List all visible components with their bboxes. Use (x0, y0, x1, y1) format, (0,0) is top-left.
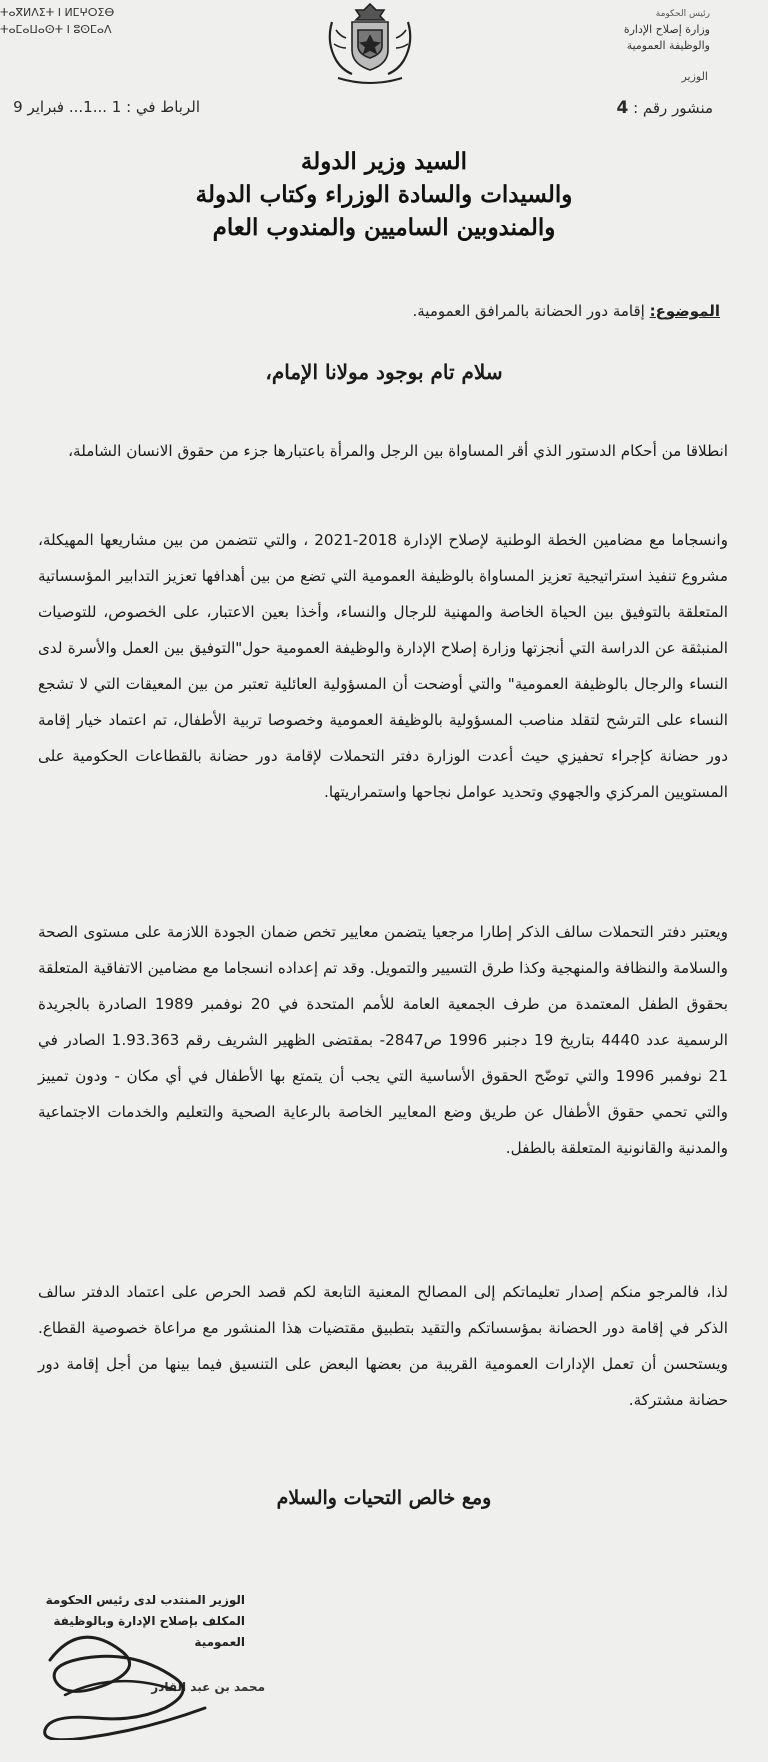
subject-label: الموضوع: (649, 302, 720, 320)
date-prefix: الرباط في : (126, 98, 200, 116)
tifinagh-line-2: ⵜⴰⵎⴰⵡⴰⵙⵜ ⵏ ⵓⵙⵎⴰⴷ (0, 23, 112, 36)
closing-greeting: ومع خالص التحيات والسلام (276, 1487, 492, 1509)
signature-line-1: الوزير المنتدب لدى رئيس الحكومة (45, 1593, 245, 1607)
subject-text: إقامة دور الحضانة بالمرافق العمومية. (412, 302, 645, 320)
ministry-small-label: رئيس الحكومة (655, 9, 710, 19)
salutation: سلام تام بوجود مولانا الإمام، (265, 360, 503, 384)
ministry-header (500, 6, 710, 54)
body-paragraph-2: وانسجاما مع مضامين الخطة الوطنية لإصلاح الإدارة 2018-2021 ، والتي تتضمن من بين مشاريعها المهيكلة، مشروع تنفيذ استراتيجية تعزيز المساواة بالوظيفة العمومية التي تضع من بين أهدافها تعزيز التدابير المؤسساتية المتعلقة بالتوفيق بين الحياة الخاصة والمهنية للرجال والنساء، وأخذا بعين الاعتبار، على الخصوص، للتوصيات المنبثقة عن الدراسة التي أنجزتها وزارة إصلاح الإدارة والوظيفة العمومية حول"التوفيق بين العمل والأسرة لدى النساء والرجال بالوظيفة العمومية" والتي أوضحت أن المسؤولية العائلية تعتبر من بين المعيقات التي لا تشجع النساء على الترشح لتقلد مناصب المسؤولية بالوظيفة العمومية وخصوصا تربية الأطفال، تم اعتماد خيار إقامة دور حضانة كإجراء تحفيزي حيث أعدت الوزارة دفتر التحملات لإقامة دور حضانة بالقطاعات الحكومية على المستويين المركزي والجهوي وتحديد عوامل نجاحها واستمراريتها. (38, 531, 728, 801)
body-paragraph-4: لذا، فالمرجو منكم إصدار تعليماتكم إلى المصالح المعنية التابعة لكم قصد الحرص على اعتماد الدفتر سالف الذكر في إقامة دور الحضانة بمؤسساتكم والتقيد بتطبيق مقتضيات هذا المنشور مع مراعاة خصوصية القطاع. ويستحسن أن تعمل الإدارات العمومية القريبة من بعضها البعض على التنسيق فيما بينها من أجل إقامة دور حضانة مشتركة. (38, 1283, 728, 1409)
minister-label: الوزير (681, 70, 708, 83)
circular-label: منشور رقم : (633, 99, 713, 117)
tifinagh-line-1: ⵜⴰⴳⵍⴷⵉⵜ ⵏ ⵍⵎⵖⵔⵉⴱ (0, 6, 115, 19)
handwritten-signature-icon (30, 1600, 260, 1740)
signature-line-2: المكلف بإصلاح الإدارة وبالوظيفة العمومية (53, 1614, 245, 1649)
body-paragraph-3: ويعتبر دفتر التحملات سالف الذكر إطارا مرجعيا يتضمن معايير تخص ضمان الجودة اللازمة على مستوى الصحة والسلامة والنظافة والمنهجية وكذا طرق التسيير والتمويل. وقد تم إعداده انسجاما مع مضامين الاتفاقية المتعلقة بحقوق الطفل المعتمدة من طرف الجمعية العامة للأمم المتحدة في 20 نوفمبر 1989 الصادرة بالجريدة الرسمية عدد 4440 بتاريخ 19 دجنبر 1996 ص2847- بمقتضى الظهير الشريف رقم 1.93.363 الصادر في 21 نوفمبر 1996 والتي توضّح الحقوق الأساسية التي يجب أن يتمتع بها الأطفال في أي مكان - ودون تمييز والتي تحمي حقوق الأطفال عن طريق وضع المعايير الخاصة بالرعاية الصحية والتعليم والخدمات الاجتماعية والمدنية والقانونية المتعلقة بالطفل. (38, 923, 728, 1157)
recipient-line-1: السيد وزير الدولة (300, 148, 468, 175)
coat-of-arms-icon (318, 0, 422, 88)
date-line (13, 98, 200, 116)
recipient-line-3: والمندوبين الساميين والمندوب العام (212, 214, 556, 241)
recipient-line-2: والسيدات والسادة الوزراء وكتاب الدولة (195, 181, 573, 208)
subject-line (413, 302, 721, 320)
body-paragraph-1: انطلاقا من أحكام الدستور الذي أقر المساواة بين الرجل والمرأة باعتبارها جزء من حقوق الانسان الشاملة، (68, 442, 728, 460)
signatory-name: محمد بن عبد القادر (151, 1680, 265, 1694)
circular-number: 4 (616, 98, 629, 118)
tifinagh-header (0, 4, 225, 38)
date-value: 1 ...1... فبراير 9 (13, 98, 122, 116)
circular-number-line (616, 98, 713, 118)
ministry-line-2: والوظيفة العمومية (626, 39, 710, 52)
ministry-line-1: وزارة إصلاح الإدارة (623, 23, 710, 36)
